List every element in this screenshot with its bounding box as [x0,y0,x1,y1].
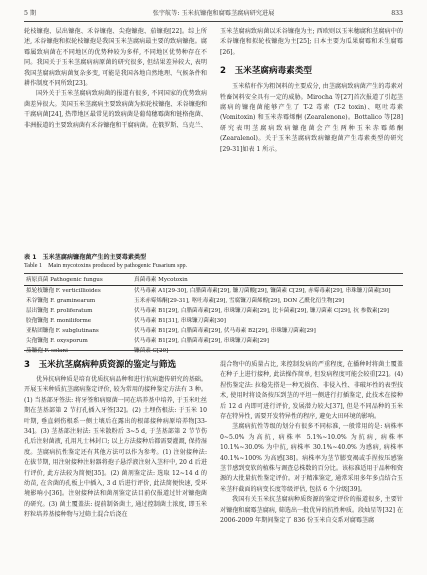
table-header-row [24,275,403,286]
paragraph: 轮枝镰孢、层出镰孢、禾谷镰孢、尖孢镰孢、茄镰孢[22]。综上所述, 禾谷镰孢和拟轮枝镰孢是我国玉米茎腐病最主要的致病镰孢。腐霉属致病菌在不同地区的优势种较为多样, 不同地区优势种存在不同。我国关于玉米茎腐病病原菌的研究很多, 但结果差异较大, 表明我国茎腐病致病菌复杂多变, 可能是我国各地自然地理、气候条件和耕作制度不同所致[23]。 [24,28,207,88]
table-row [24,286,403,297]
mycotoxin-cell: 玉米赤霉烯酮[29-31], 呕吐毒素[29], 雪腐镰刀菌烯醇[29], DON 乙酰化衍生物[29] [134,298,345,304]
fungus-cell: 拟轮枝镰孢 F. verticillioides [26,288,101,294]
table-row [24,296,403,306]
header-issue: 5 期 [24,10,37,17]
table-header-mycotoxin: 真菌毒素 Mycotoxin [134,277,188,283]
table-top-rule [24,273,403,274]
running-header [24,9,403,19]
mycotoxin-cell: 伏马毒素 A1[29-30], 白腊菌毒素[29], 镰刀菌酸[29], 镰菌素 C[29], 赤霉毒素[29], 串珠镰刀菌素[30] [134,288,391,294]
header-title: 张宇航等: 玉米抗镰孢和腐霉茎腐病研究进展 [152,10,275,17]
paragraph: 玉米秸秆作为粗饲料的主要成分, 由茎腐病致病菌产生的毒素对牲畜饲料安全具有一定的威胁。Mirocha 等[27]首次报道了引起茎腐病的镰孢菌能够产生了 T-2 毒素 (T-2 toxin)、呕吐毒素 (Vomitoxin) 和玉米赤霉烯酮 (Zearalenone)。Bottalico 等[28]研究表明茎腐病致病镰孢菌会产生两种玉米赤霉烯酮 (Zearalenol)。关于玉米茎腐病致病镰孢菌产生毒素类型的研究[29-31]如表 1 所示。 [220,83,403,153]
fungus-cell: 胶孢镰孢 F. moniliforme [26,318,92,324]
header-rule [24,21,403,22]
paragraph: 优异抗病种质是培育优质抗病品种和进行抗病遗传研究的基础。开展玉米种质抗茎腐病鉴定评价, 较为常用的接种鉴定方法有 3 种。(1) 当基部牙签法: 将牙签和病原菌一同在培养基中培养, 于玉米吐丝期在茎基部第 2 节打孔插入牙签[32]。(2) 土埋伤根法: 于玉米 10 叶期, 垂直刺伤根系一侧土壤后在露出的根部接种病原培养物[33-34]。(3) 茎基部注射法: 玉米散粉后 3~5 d, 于茎基部第 2 节节伤孔后注射菌液, 孔用凡士林封口; 以上方法接种后都需要灌溉, 保持湿度。茎腐病抗性鉴定还有其他方法可以作为参考。(1) 注射接种法: 在拔节期, 用注射接种注射器将孢子悬浮液注射入茎秆中, 20 d 后进行评价, 此方法较为简便[35]。(2) 菌剂鉴定法: 选取 12~14 d 的幼苗, 在含菌的孔板上中插入, 3 d 后进行评价, 此法简便快速, 受环境影响小[36]。注射接种法和菌剂鉴定法目前仅报道过针对镰孢菌的研究。(3) 菌土覆盖法: 提前制备菌土, 通过控制菌土浓度, 即玉米籽粒培养基接种物与过筛土混合后浇在 [24,376,207,519]
mycotoxin-cell: 伏马毒素 B1[31], 串珠镰刀菌素[30] [134,318,226,324]
mycotoxin-cell: 伏马毒素 B1[29], 白腊菌毒素[29], 串珠镰刀菌素[29], 比卡菌素[29], 镰刀菌素 C[29], 抗 参数素[29] [134,308,389,314]
table-bottom-rule [24,350,403,351]
paragraph: 混合物中的质量占比, 来控制发病的严重程度, 在播种时将菌土覆盖在种子上进行接种, 此法操作简单, 但发病程度可能会较重[22]。(4) 捏伤鉴定法: 拉稳先搭是一种无损伤、非侵入性、非破坏性的表型技术, 使用时将设备按压到茎的平坦一侧进行打插鉴定, 此技术在接种后 12 d 内即可进行评价, 发展潜力较大[37], 但是不同品种的玉米存在特异性, 需要开发特异性的程序, 避免大田环境的影响。 [220,361,403,421]
paragraph: 国外关于玉米茎腐病致病菌的报道有很多, 不同国家的优势致病菌差异很大。美国玉米茎腐病主要致病菌为拟轮枝镰孢、禾谷镰孢和干腐病菌[24], 热带地区最常见的致病菌是葡萄穗霉菌和链格孢菌、非洲报道的主要致病菌有禾谷镰孢和干腐病菌。在俄罗斯、乌克兰、 [24,90,207,129]
fungus-cell: 茄镰孢 F. solani [26,348,68,354]
table-row [24,336,403,346]
mycotoxin-cell: 伏马毒素 B1[29], 白腊菌毒素[29], 伏马毒素 B2[29], 串珠镰刀菌素[29] [134,328,316,334]
table-row [24,346,403,356]
table-row [24,326,403,336]
table-header-fungus: 病原真菌 Pathogenic fungus [26,277,103,283]
left-column-bottom [24,360,207,521]
paragraph: 玉米茎腐病致病菌以禾谷镰孢为主; 西欧则以玉米穗腐和茎腐病中的禾谷镰孢和拟轮枝镰孢为主[25]; 日本主要为瓜果腐霉和禾生腐霉[26]。 [220,28,403,56]
table-caption-en: Table 1 Main mycotoxins produced by pathogenic Fusarium spp. [24,263,188,269]
fungus-cell: 亚粘团镰孢 F. subglutinans [26,328,99,334]
paragraph: 茎腐病抗性等级的划分有很多不同标准, 一般常用的是: 病株率 0~5.0% 为高抗, 病株率 5.1%~10.0% 为抗病, 病株率 10.1%~30.0% 为中抗, 病株率 30.1%~40.0% 为感病, 病株率 40.1%~100% 为高感[38]。病株率为茎节膨变褐或手捏按压感鉴茎节感到变软的植株与调查总株数的百分比。该标准适用于品种和资源的大批量抗性鉴定评价。对于精准鉴定, 通常采用多年多点结合玉米茎秆截面的病变长度等级评估, 包括 6 个分级[39]。 [220,423,403,493]
table-row [24,306,403,316]
mycotoxin-cell: 镰菌素 C[29] [134,348,169,354]
mycotoxin-table [24,275,403,356]
fungus-cell: 禾谷镰孢 F. graminearum [26,298,96,304]
section-3-heading: 3 玉米抗茎腐病种质资源的鉴定与筛选 [24,360,177,370]
header-page-number: 833 [391,10,403,17]
paragraph: 我国有关玉米抗茎腐病种质资源的鉴定评价的报道很多, 主要针对镰孢和腐霉茎腐病, 筛选出一批优异的抗性种质。段灿星等[32] 在 2006-2009 年期间鉴定了 836 份玉米自交系对腐霉茎腐 [220,496,403,525]
right-column-top [220,27,403,155]
table-row [24,316,403,326]
fungus-cell: 层出镰孢 F. proliferatum [26,308,93,314]
left-column-top [24,27,207,131]
table-caption-zh: 表 1 玉米茎腐病镰孢菌产生的主要毒素类型 [24,254,147,261]
section-2-heading: 2 玉米茎腐病毒素类型 [220,66,312,77]
fungus-cell: 尖孢镰孢 F. oxysporum [26,338,88,344]
mycotoxin-cell: 伏马毒素 B1[29], 白腊菌毒素[29], 串珠镰刀菌素[29] [134,338,269,344]
right-column-bottom [220,360,403,527]
